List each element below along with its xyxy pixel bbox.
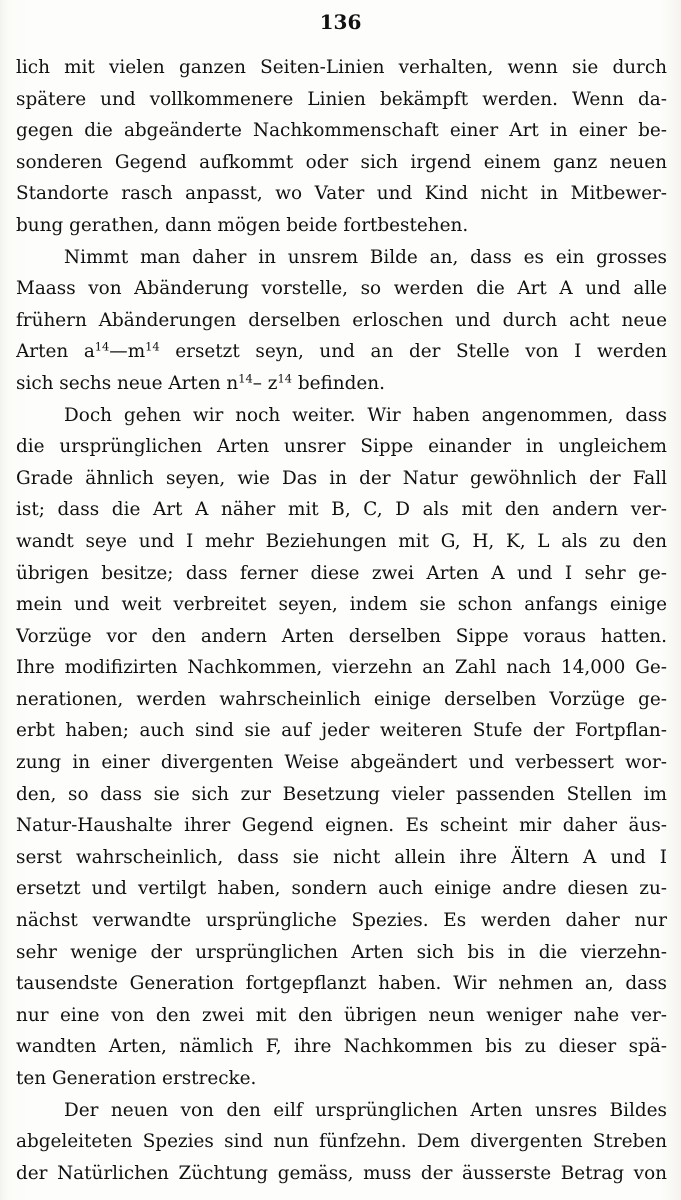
superscript: 14 [94,340,110,355]
text-line: ten Generation erstrecke. [16,1068,257,1089]
text-segment: Arten a [16,341,95,363]
text-line: ist; dass die Art A näher mit B, C, D als mit den andern ver- [16,499,667,521]
text-line: erbt haben; auch sind sie auf jeder weiteren Stufe der Fortpflan- [16,720,667,742]
text-line: Natur-Haushalte ihrer Gegend eignen. Es scheint mir daher äus- [16,815,667,837]
text-line: sonderen Gegend aufkommt oder sich irgend einem ganz neuen [16,151,667,173]
text-line: mein und weit verbreitet seyen, indem sie schon anfangs einige [16,594,667,616]
text-line: der Natürlichen Züchtung gemäss, muss der äusserste Betrag von [16,1162,667,1184]
text-line: nur eine von den zwei mit den übrigen neun weniger nahe ver- [16,1004,667,1026]
text-segment: —m [109,341,146,363]
text-line: gegen die abgeänderte Nachkommenschaft einer Art in einer be- [16,120,667,142]
text-line-with-superscripts [16,336,667,368]
superscript: 14 [277,371,292,386]
text-line: Ihre modifizirten Nachkommen, vierzehn an Zahl nach 14,000 Ge- [16,657,667,679]
paragraph-start-line: Nimmt man daher in unsrem Bilde an, dass es ein grosses [64,246,667,268]
text-line: spätere und vollkommenere Linien bekämpft werden. Wenn da- [16,88,667,110]
text-line: wandten Arten, nämlich F, ihre Nachkommen bis zu dieser spä- [16,1036,667,1058]
page-number: 136 [319,10,362,34]
text-line: frühern Abänderungen derselben erloschen und durch acht neue [16,309,667,331]
text-line: die ursprünglichen Arten unsrer Sippe einander in ungleichem [16,436,667,458]
body-text [16,52,667,1189]
text-line: sehr wenige der ursprünglichen Arten sich bis in die vierzehn- [16,941,667,963]
text-segment: ersetzt seyn, und an der Stelle von I werden [159,341,667,363]
paragraph-start-line: Doch gehen wir noch weiter. Wir haben angenommen, dass [64,404,667,426]
superscript: 14 [238,371,253,386]
text-line-with-superscripts [16,368,667,400]
text-line: Standorte rasch anpasst, wo Vater und Kind nicht in Mitbewer- [16,183,667,205]
paragraph-start-line: Der neuen von den eilf ursprünglichen Arten unsres Bildes [64,1099,667,1121]
text-segment: – z [252,372,278,394]
text-line: Maass von Abänderung vorstelle, so werden die Art A und alle [16,278,667,300]
text-segment: sich sechs neue Arten n [16,372,239,394]
text-line: übrigen besitze; dass ferner diese zwei Arten A und I sehr ge- [16,562,667,584]
text-segment: befinden. [291,372,385,394]
text-line: Vorzüge vor den andern Arten derselben Sippe voraus hatten. [16,625,667,647]
text-line: abgeleiteten Spezies sind nun fünfzehn. Dem divergenten Streben [16,1131,667,1153]
text-line: serst wahrscheinlich, dass sie nicht allein ihre Ältern A und I [16,846,667,868]
text-line: nerationen, werden wahrscheinlich einige derselben Vorzüge ge- [16,688,667,710]
text-line: wandt seye und I mehr Beziehungen mit G, H, K, L als zu den [16,530,667,552]
text-line: bung gerathen, dann mögen beide fortbestehen. [16,214,469,236]
text-line: ersetzt und vertilgt haben, sondern auch einige andre diesen zu- [16,878,667,900]
text-line: tausendste Generation fortgepflanzt haben. Wir nehmen an, dass [16,973,667,995]
text-line: den, so dass sie sich zur Besetzung vieler passenden Stellen im [16,783,667,805]
text-line: zung in einer divergenten Weise abgeändert und verbessert wor- [16,752,667,774]
text-line: lich mit vielen ganzen Seiten-Linien verhalten, wenn sie durch [16,57,667,78]
text-line: nächst verwandte ursprüngliche Spezies. Es werden daher nur [16,910,667,932]
text-line: Grade ähnlich seyen, wie Das in der Natur gewöhnlich der Fall [16,467,667,489]
superscript: 14 [145,340,160,355]
